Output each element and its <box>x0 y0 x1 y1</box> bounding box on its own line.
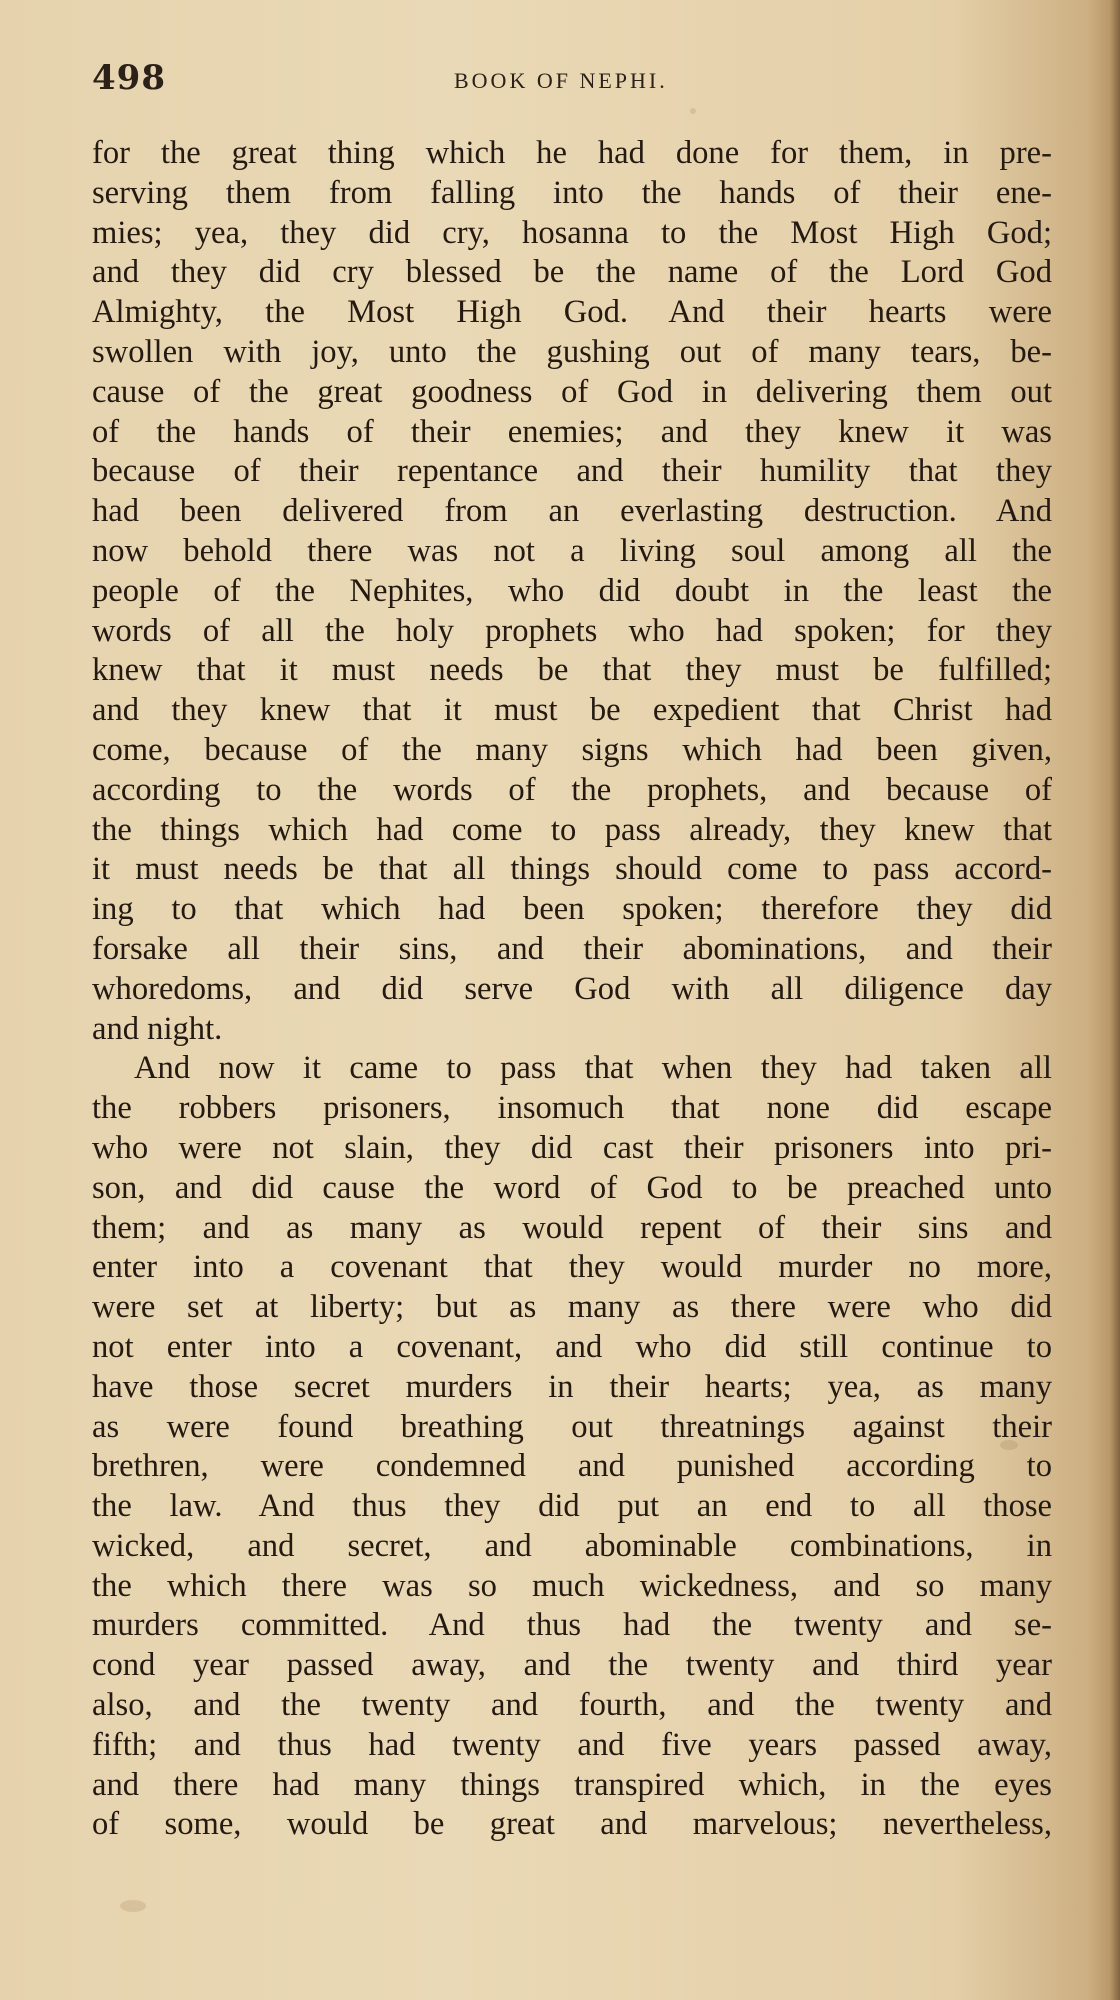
text-line: swollen with joy, unto the gushing out of many tears, be- <box>92 333 1052 370</box>
text-line: and they did cry blessed be the name of the Lord God <box>92 254 1052 291</box>
paper-stain <box>120 1900 146 1912</box>
text-line: and there had many things transpired which, in the eyes <box>92 1766 1052 1803</box>
text-line: the robbers prisoners, insomuch that none did escape <box>92 1090 1052 1127</box>
text-line: not enter into a covenant, and who did still continue to <box>92 1328 1052 1365</box>
body-text <box>92 134 1052 1845</box>
text-line: because of their repentance and their humility that they <box>92 453 1052 490</box>
text-line: also, and the twenty and fourth, and the twenty and <box>92 1687 1052 1724</box>
text-line: ing to that which had been spoken; therefore they did <box>92 891 1052 928</box>
text-line: wicked, and secret, and abominable combinations, in <box>92 1527 1052 1564</box>
text-line: mies; yea, they did cry, hosanna to the Most High God; <box>92 214 1052 251</box>
text-line: fifth; and thus had twenty and five years passed away, <box>92 1726 1052 1763</box>
text-line: of the hands of their enemies; and they knew it was <box>92 413 1052 450</box>
page-edge-shadow <box>1110 0 1120 2000</box>
text-line: it must needs be that all things should come to pass accord- <box>92 851 1052 888</box>
text-line: And now it came to pass that when they had taken all <box>134 1050 1052 1087</box>
text-line: people of the Nephites, who did doubt in the least the <box>92 572 1052 609</box>
text-line: the law. And thus they did put an end to all those <box>92 1488 1052 1525</box>
text-line: the which there was so much wickedness, and so many <box>92 1567 1052 1604</box>
text-line: forsake all their sins, and their abominations, and their <box>92 930 1052 967</box>
page-header <box>92 58 1052 106</box>
text-line: come, because of the many signs which had been given, <box>92 731 1052 768</box>
text-line: cond year passed away, and the twenty and third year <box>92 1647 1052 1684</box>
text-line: of some, would be great and marvelous; nevertheless, <box>92 1806 1052 1843</box>
text-line: according to the words of the prophets, and because of <box>92 771 1052 808</box>
text-line: son, and did cause the word of God to be preached unto <box>92 1169 1052 1206</box>
text-line: had been delivered from an everlasting destruction. And <box>92 493 1052 530</box>
text-line: who were not slain, they did cast their prisoners into pri- <box>92 1129 1052 1166</box>
paragraph <box>92 1049 1052 1845</box>
text-line: words of all the holy prophets who had spoken; for they <box>92 612 1052 649</box>
running-head: BOOK OF NEPHI. <box>454 68 668 93</box>
text-line: were set at liberty; but as many as there were who did <box>92 1289 1052 1326</box>
text-line: as were found breathing out threatnings against their <box>92 1408 1052 1445</box>
text-line: now behold there was not a living soul among all the <box>92 532 1052 569</box>
paragraph <box>92 134 1052 1049</box>
text-line: whoredoms, and did serve God with all diligence day <box>92 970 1052 1007</box>
text-line: the things which had come to pass already, they knew that <box>92 811 1052 848</box>
text-line: enter into a covenant that they would murder no more, <box>92 1249 1052 1286</box>
text-line: knew that it must needs be that they must be fulfilled; <box>92 652 1052 689</box>
text-line: and night. <box>92 1010 223 1047</box>
text-line: cause of the great goodness of God in delivering them out <box>92 373 1052 410</box>
text-line: and they knew that it must be expedient that Christ had <box>92 692 1052 729</box>
text-line: for the great thing which he had done for them, in pre- <box>92 135 1052 171</box>
text-line: have those secret murders in their hearts; yea, as many <box>92 1368 1052 1405</box>
text-line: murders committed. And thus had the twenty and se- <box>92 1607 1052 1644</box>
page-number: 498 <box>92 58 166 98</box>
paper-stain <box>690 108 696 114</box>
text-line: serving them from falling into the hands of their ene- <box>92 174 1052 211</box>
text-line: them; and as many as would repent of their sins and <box>92 1209 1052 1246</box>
text-line: Almighty, the Most High God. And their hearts were <box>92 294 1052 331</box>
text-line: brethren, were condemned and punished according to <box>92 1448 1052 1485</box>
